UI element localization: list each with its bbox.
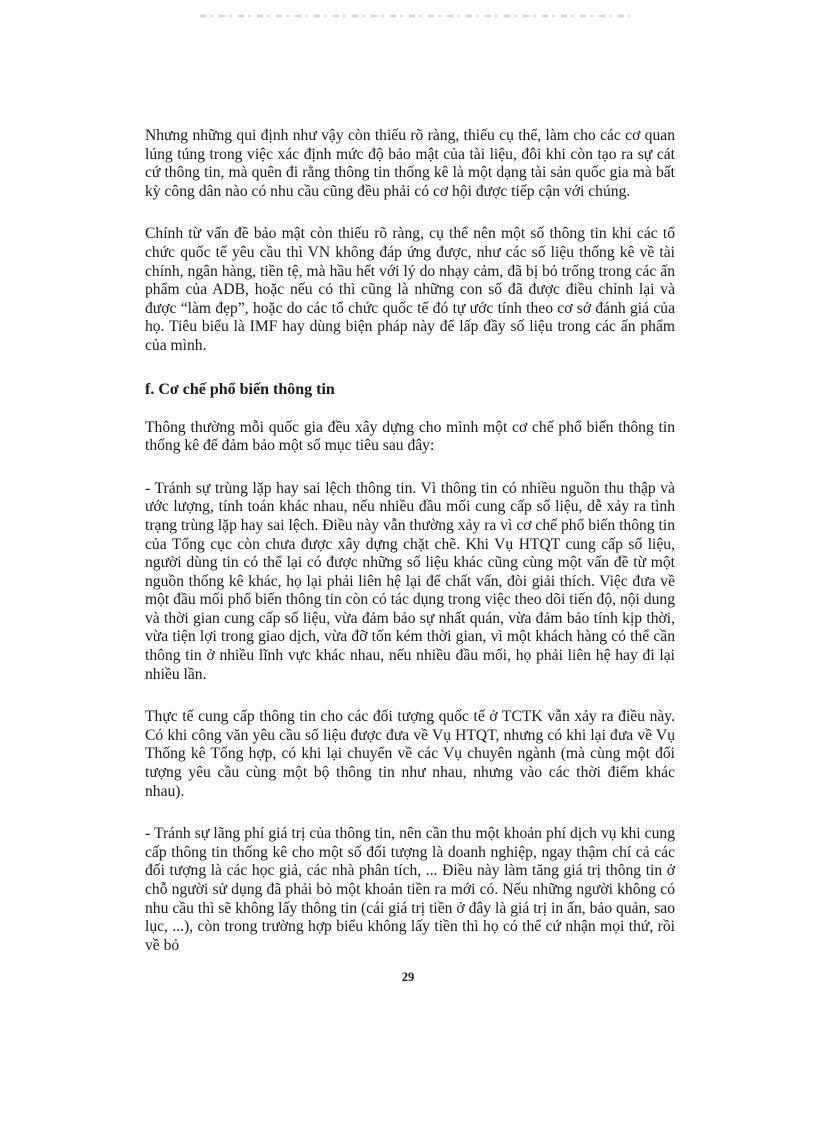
paragraph: - Tránh sự lãng phí giá trị của thông tin, nên cần thu một khoản phí dịch vụ khi cung cấp thông tin thống kê cho một số đối tượng là doanh nghiệp, ngay thậm chí cả các đối tượng là các học giả, các nhà phân tích, ... Điều này làm tăng giá trị thông tin ở chỗ người sử dụng đã phải bỏ một khoản tiền ra mới có. Nếu những người không có nhu cầu thì sẽ không lấy thông tin (cái giá trị tiền ở đây là giá trị in ấn, bảo quản, sao lục, ...), còn trong trường hợp biểu không lấy tiền thì họ có thể cứ nhận mọi thứ, rồi về bỏ	[145, 825, 675, 954]
section-heading: f. Cơ chế phổ biến thông tin	[145, 380, 335, 398]
page-number: 29	[401, 970, 415, 984]
scan-artifact	[200, 12, 630, 20]
paragraph: Thông thường mỗi quốc gia đều xây dựng cho mình một cơ chế phổ biến thông tin thống kê để đảm bảo một số mục tiêu sau đây:	[145, 418, 675, 455]
paragraph: - Tránh sự trùng lặp hay sai lệch thông tin. Vì thông tin có nhiều nguồn thu thập và ước lượng, tính toán khác nhau, nếu nhiều đầu mối cung cấp số liệu, dễ xảy ra tình trạng trùng lặp hay sai lệch. Điều này vẫn thường xảy ra vì cơ chế phổ biến thông tin của Tổng cục còn chưa được xây dựng chặt chẽ. Khi Vụ HTQT cung cấp số liệu, người dùng tin có thể lại có được những số liệu khác cũng cùng một vấn đề từ một nguồn thống kê khác, họ lại phải liên hệ lại để chất vấn, đòi giải thích. Việc đưa về một đầu mối phổ biến thông tin còn có tác dụng trong việc theo dõi tiến độ, nội dung và thời gian cung cấp số liệu, vừa đảm bảo sự nhất quán, vừa đảm bảo tính kịp thời, vừa tiện lợi trong giao dịch, vừa đỡ tốn kém thời gian, vì một khách hàng có thể cần thông tin ở nhiều lĩnh vực khác nhau, nếu nhiều đầu mối, họ phải liên hệ hay đi lại nhiều lần.	[145, 479, 675, 683]
paragraph: Nhưng những qui định như vậy còn thiếu rõ ràng, thiếu cụ thể, làm cho các cơ quan lúng túng trong việc xác định mức độ bảo mật của tài liệu, đôi khi còn tạo ra sự cát cứ thông tin, mà quên đi rằng thông tin thống kê là một dạng tài sản quốc gia mà bất kỳ công dân nào có nhu cầu cũng đều phải có cơ hội được tiếp cận với chúng.	[145, 127, 675, 200]
paragraph: Chính từ vấn đề bảo mật còn thiếu rõ ràng, cụ thể nên một số thông tin khi các tổ chức quốc tế yêu cầu thì VN không đáp ứng được, như các số liệu thống kê về tài chính, ngân hàng, tiền tệ, mà hầu hết với lý do nhạy cảm, đã bị bỏ trống trong các ấn phẩm của ADB, hoặc nếu có thì cũng là những con số đã được điều chỉnh lại và được “làm đẹp”, hoặc do các tổ chức quốc tế đó tự ước tính theo cơ sở đánh giá của họ. Tiêu biểu là IMF hay dùng biện pháp này để lấp đầy số liệu trong các ấn phẩm của mình.	[145, 225, 675, 354]
page-body	[145, 127, 675, 979]
paragraph: Thực tế cung cấp thông tin cho các đối tượng quốc tế ở TCTK vẫn xảy ra điều này. Có khi công văn yêu cầu số liệu được đưa về Vụ HTQT, nhưng có khi lại đưa về Vụ Thống kê Tổng hợp, có khi lại chuyển về các Vụ chuyên ngành (mà cùng một đối tượng yêu cầu cùng một bộ thông tin như nhau, nhưng vào các thời điểm khác nhau).	[145, 708, 675, 800]
